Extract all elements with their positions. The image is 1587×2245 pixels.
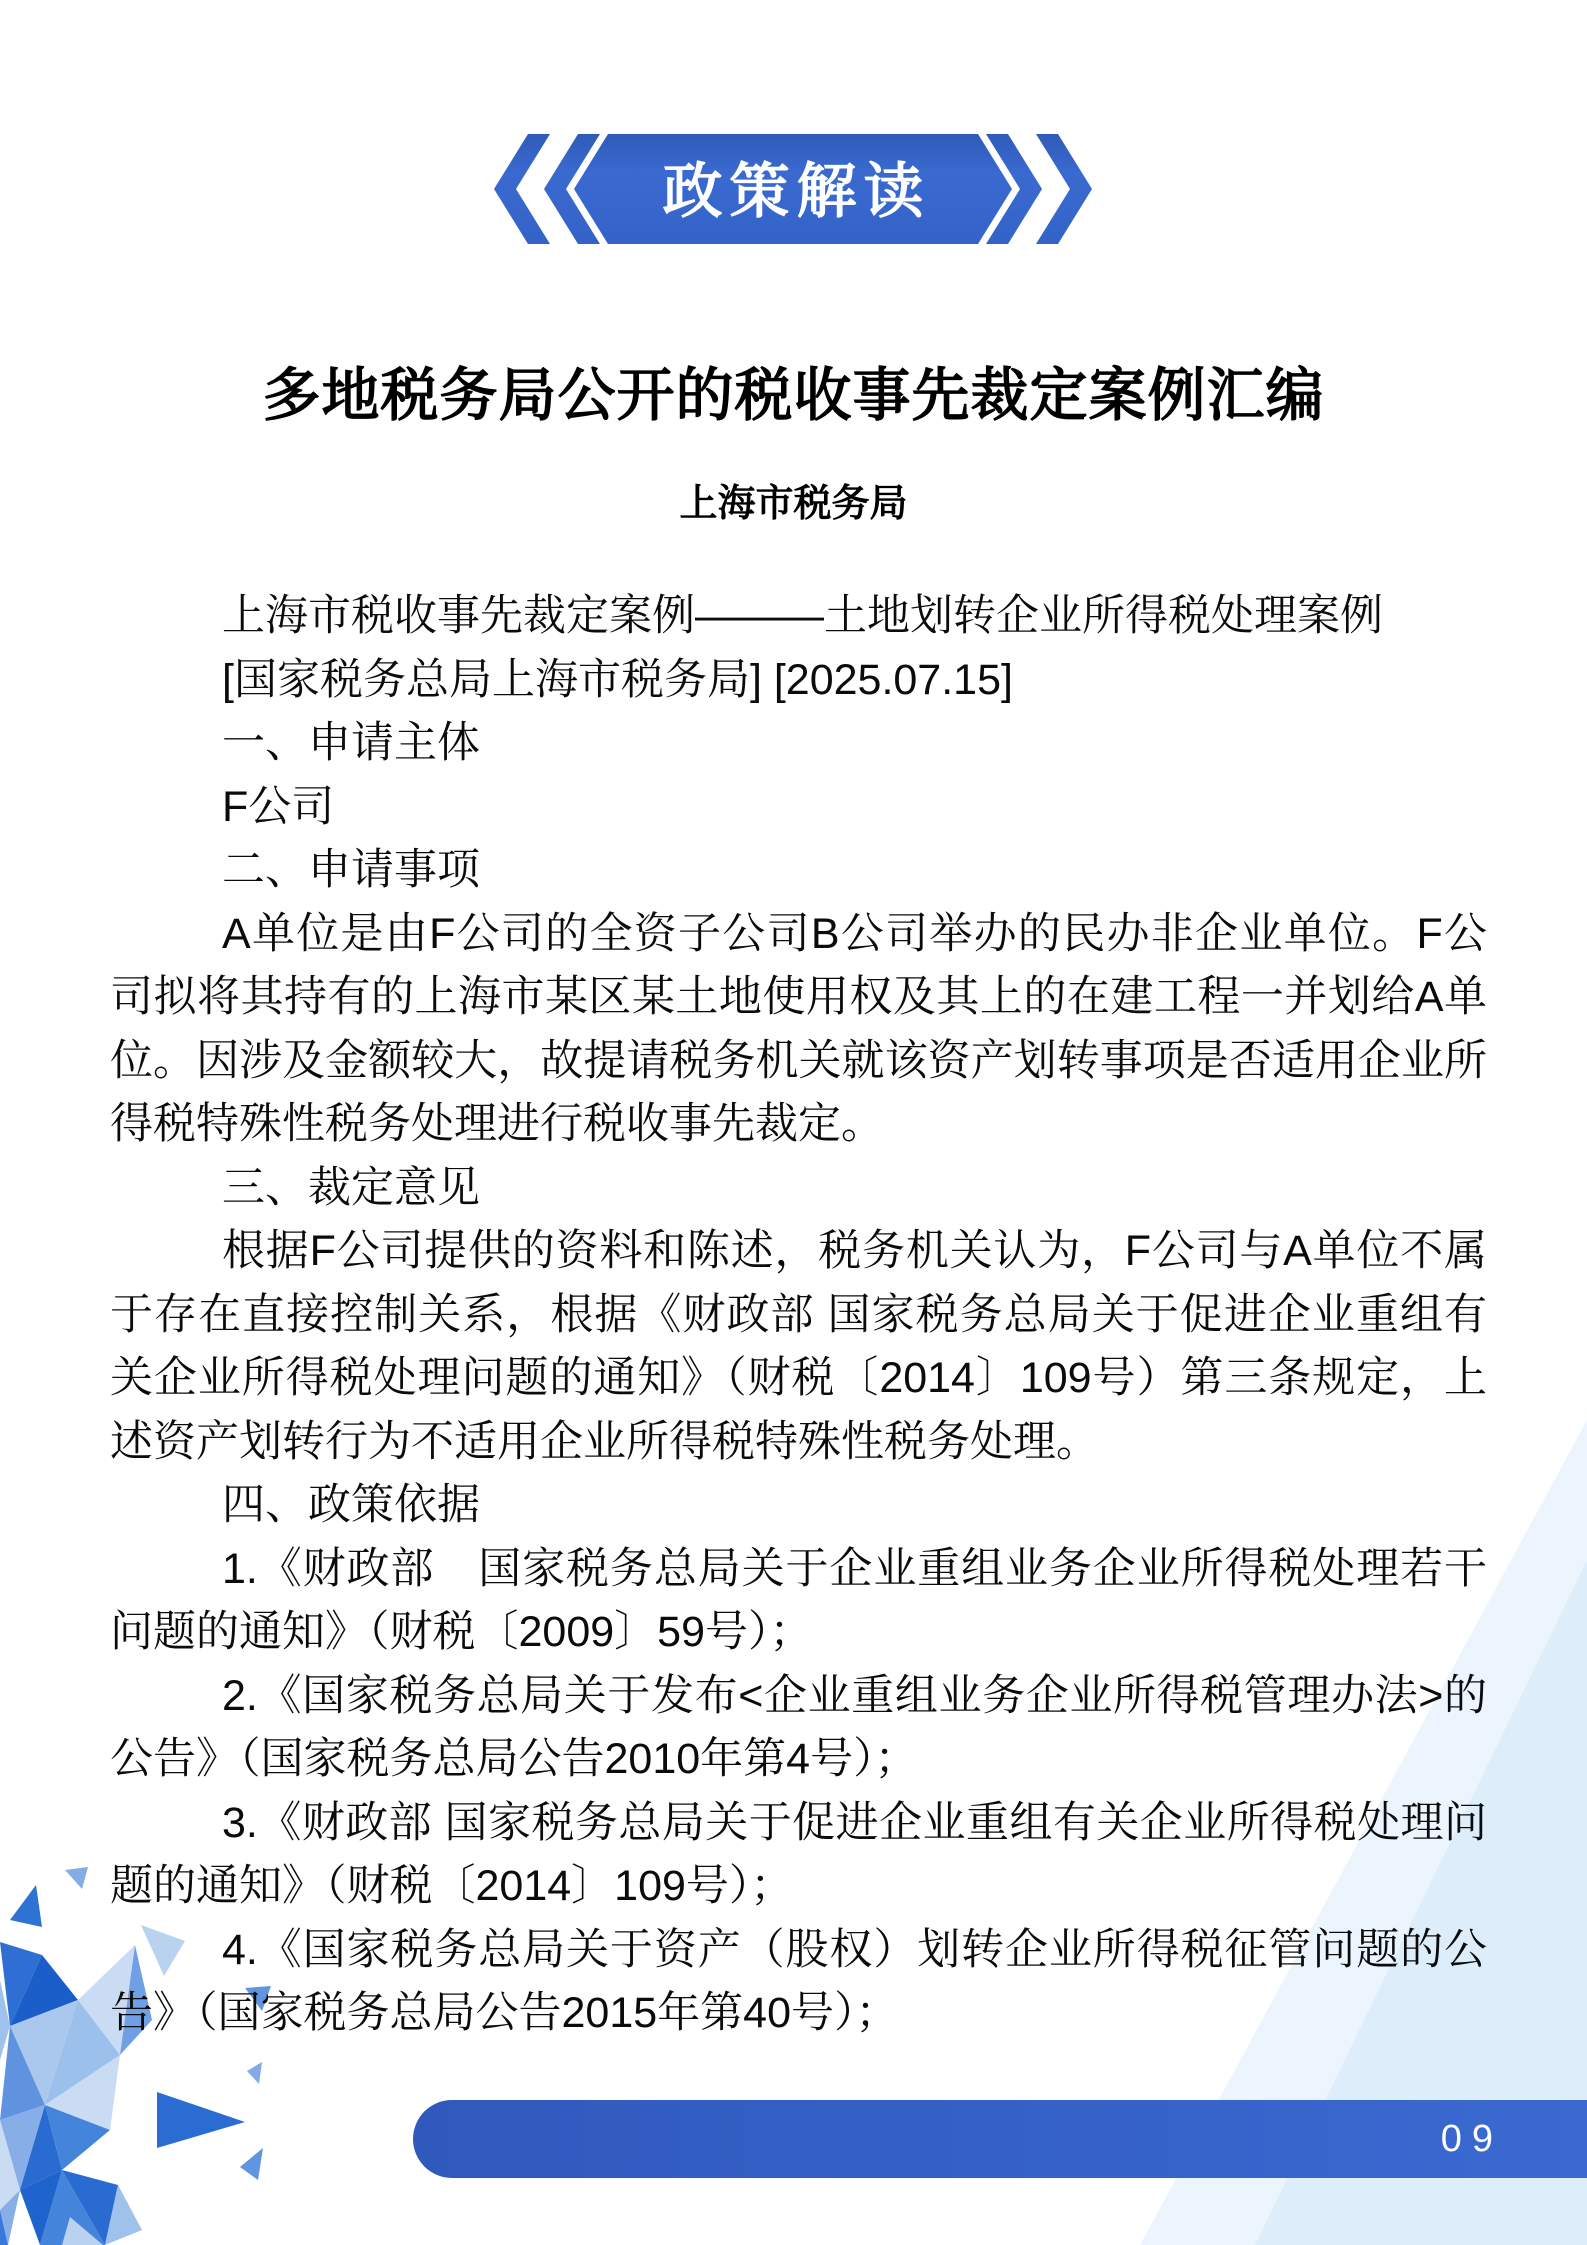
body-paragraph: 2.《国家税务总局关于发布<企业重组业务企业所得税管理办法>的公告》（国家税务总局公告2010年第4号）； <box>110 1671 1487 1783</box>
page-title: 多地税务局公开的税收事先裁定案例汇编 <box>262 363 1325 428</box>
policy-banner <box>491 134 1095 244</box>
banner-label: 政策解读 <box>662 158 931 225</box>
page-subtitle: 上海市税务局 <box>679 483 908 525</box>
body-paragraph: F公司 <box>222 782 335 831</box>
body-paragraph: 上海市税收事先裁定案例———土地划转企业所得税处理案例 <box>222 592 1383 640</box>
document-body <box>110 585 1487 2046</box>
body-paragraph: 1.《财政部 国家税务总局关于企业重组业务企业所得税处理若干问题的通知》（财税〔2009〕59号）； <box>110 1544 1487 1656</box>
body-paragraph: 4.《国家税务总局关于资产（股权）划转企业所得税征管问题的公告》（国家税务总局公告2015年第40号）； <box>110 1925 1487 2037</box>
body-paragraph: [国家税务总局上海市税务局] [2025.07.15] <box>222 655 1013 704</box>
body-paragraph: 一、申请主体 <box>222 719 480 767</box>
body-paragraph: 3.《财政部 国家税务总局关于促进企业重组有关企业所得税处理问题的通知》（财税〔2014〕109号）； <box>110 1798 1487 1910</box>
body-paragraph: A单位是由F公司的全资子公司B公司举办的民办非企业单位。F公司拟将其持有的上海市某区某土地使用权及其上的在建工程一并划给A单位。因涉及金额较大，故提请税务机关就该资产划转事项是否适用企业所得税特殊性税务处理进行税收事先裁定。 <box>110 909 1487 1148</box>
body-paragraph: 二、申请事项 <box>222 846 480 894</box>
body-paragraph: 三、裁定意见 <box>222 1163 480 1212</box>
body-paragraph: 四、政策依据 <box>222 1481 480 1529</box>
body-paragraph: 根据F公司提供的资料和陈述，税务机关认为，F公司与A单位不属于存在直接控制关系，根据《财政部 国家税务总局关于促进企业重组有关企业所得税处理问题的通知》（财税〔2014〕109号）第三条规定，上述资产划转行为不适用企业所得税特殊性税务处理。 <box>110 1227 1487 1466</box>
footer-bar <box>413 2100 1587 2178</box>
page-number: 09 <box>1440 2117 1503 2160</box>
